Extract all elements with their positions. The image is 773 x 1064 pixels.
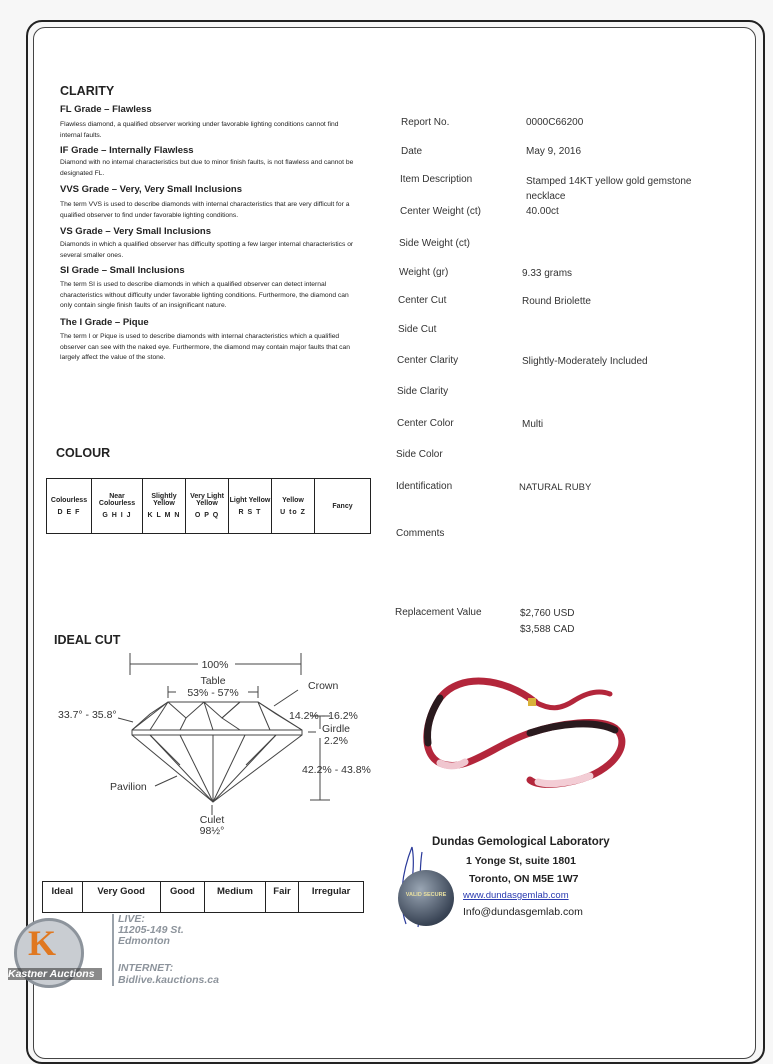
vvs-grade-text: The term VVS is used to describe diamonds with internal characteristics that are very difficult for a qualified observer to find under favorable lighting conditions. <box>60 201 350 219</box>
logo-k-glyph: K <box>28 923 57 963</box>
side-color-label: Side Color <box>396 449 443 460</box>
weight-gr-label: Weight (gr) <box>399 267 449 278</box>
item-description-value: Stamped 14KT yellow gold gemstone necklace <box>526 176 692 202</box>
cut-grade-cell: Fair <box>265 882 298 913</box>
i-grade-title: The I Grade – Pique <box>60 317 149 328</box>
colour-cell: Fancy <box>315 479 371 534</box>
lab-website-link[interactable]: www.dundasgemlab.com <box>463 890 569 901</box>
side-weight-label: Side Weight (ct) <box>399 238 470 249</box>
seal-text: VALID SECURE <box>405 892 447 898</box>
watermark-internet-label: INTERNET: <box>118 962 174 974</box>
crown-angle-label: 33.7° - 35.8° <box>58 709 117 721</box>
center-color-label: Center Color <box>397 418 454 429</box>
center-weight-label: Center Weight (ct) <box>400 206 481 217</box>
crown-height-label: 14.2% - 16.2% <box>289 710 358 722</box>
diamond-cut-diagram <box>40 650 375 840</box>
center-color-value: Multi <box>522 419 544 430</box>
vs-grade-text: Diamonds in which a qualified observer has difficulty spotting a few larger internal characteristics or several smaller ones. <box>60 241 354 259</box>
i-grade-text: The term I or Pique is used to describe diamonds with internal characteristics which a qualified observer can see with the naked eye. Furthermore, the diamond may contain major faults that can largely affect the value of the stone. <box>60 333 350 362</box>
side-cut-label: Side Cut <box>398 324 437 335</box>
hologram-seal <box>398 870 454 926</box>
identification-label: Identification <box>396 481 453 492</box>
si-grade-text: The term SI is used to describe diamonds in which a qualified observer can detect internal characteristics without difficulty under favorable lighting conditions. Furthermore, the diamond can only contain single finish faults of an insignificant nature. <box>60 281 349 310</box>
cut-grade-cell: Irregular <box>299 882 364 913</box>
culet-value-label: 98½° <box>199 825 225 837</box>
item-description-label: Item Description <box>400 174 473 185</box>
colour-cell: Slightly Yellow K L M N <box>143 479 186 534</box>
report-no-value: 0000C66200 <box>526 117 584 128</box>
if-grade-title: IF Grade – Internally Flawless <box>60 145 194 156</box>
colour-scale-table <box>46 478 371 534</box>
crown-label: Crown <box>308 680 339 692</box>
cut-grade-table <box>42 881 364 913</box>
watermark-live-label: LIVE: <box>118 913 145 925</box>
total-width-label: 100% <box>201 659 229 671</box>
weight-gr-value: 9.33 grams <box>522 268 573 279</box>
lab-address-2: Toronto, ON M5E 1W7 <box>469 873 579 885</box>
girdle-label: Girdle <box>322 723 351 735</box>
cut-grade-cell: Medium <box>205 882 266 913</box>
ideal-cut-heading: IDEAL CUT <box>54 633 121 647</box>
watermark-address: 11205-149 St. <box>118 924 184 936</box>
colour-cell: Near Colourless G H I J <box>92 479 143 534</box>
report-no-label: Report No. <box>401 117 450 128</box>
colour-cell: Light Yellow R S T <box>229 479 272 534</box>
colour-cell: Colourless D E F <box>47 479 92 534</box>
clarity-heading: CLARITY <box>60 84 115 98</box>
vs-grade-title: VS Grade – Very Small Inclusions <box>60 226 212 237</box>
if-grade-text: Diamond with no internal characteristics but due to minor finish faults, is not flawless and cannot be designated FL. <box>60 159 354 177</box>
fl-grade-text: Flawless diamond, a qualified observer working under favorable lighting conditions cannot find internal faults. <box>60 121 339 139</box>
colour-cell: Very Light Yellow O P Q <box>186 479 229 534</box>
table-range-label: 53% - 57% <box>187 687 239 699</box>
comments-label: Comments <box>396 528 445 539</box>
watermark-divider <box>112 914 114 986</box>
date-value: May 9, 2016 <box>526 146 582 157</box>
watermark-url: Bidlive.kauctions.ca <box>118 974 219 986</box>
lab-address-1: 1 Yonge St, suite 1801 <box>466 855 576 867</box>
watermark-live-block <box>118 914 184 947</box>
cut-grade-cell: Good <box>160 882 204 913</box>
si-grade-title: SI Grade – Small Inclusions <box>60 265 185 276</box>
pavilion-depth-label: 42.2% - 43.8% <box>302 764 371 776</box>
cut-grade-cell: Very Good <box>82 882 160 913</box>
logo-brand: Kastner Auctions <box>8 968 102 980</box>
watermark-city: Edmonton <box>118 935 170 947</box>
vvs-grade-title: VVS Grade – Very, Very Small Inclusions <box>60 184 242 195</box>
replacement-value-label: Replacement Value <box>395 607 482 618</box>
cut-grade-cell: Ideal <box>43 882 83 913</box>
watermark-internet-block <box>118 962 219 986</box>
table-label: Table <box>200 675 226 687</box>
lab-name: Dundas Gemological Laboratory <box>432 836 610 848</box>
pavilion-label: Pavilion <box>110 781 147 793</box>
center-clarity-value: Slightly-Moderately Included <box>522 356 648 367</box>
fl-grade-title: FL Grade – Flawless <box>60 104 152 115</box>
colour-heading: COLOUR <box>56 446 111 460</box>
girdle-value-label: 2.2% <box>324 735 348 747</box>
culet-label: Culet <box>199 814 225 826</box>
kastner-logo <box>6 914 102 992</box>
center-cut-value: Round Briolette <box>522 296 591 307</box>
date-label: Date <box>401 146 423 157</box>
identification-value: NATURAL RUBY <box>519 482 592 493</box>
necklace-photo <box>410 668 645 793</box>
side-clarity-label: Side Clarity <box>397 386 449 397</box>
center-weight-value: 40.00ct <box>526 206 559 217</box>
center-cut-label: Center Cut <box>398 295 447 306</box>
replacement-cad: $3,588 CAD <box>520 624 575 635</box>
colour-cell: Yellow U to Z <box>272 479 315 534</box>
center-clarity-label: Center Clarity <box>397 355 459 366</box>
necklace-clasp <box>528 698 536 706</box>
replacement-usd: $2,760 USD <box>520 608 575 619</box>
lab-email: Info@dundasgemlab.com <box>463 906 583 918</box>
